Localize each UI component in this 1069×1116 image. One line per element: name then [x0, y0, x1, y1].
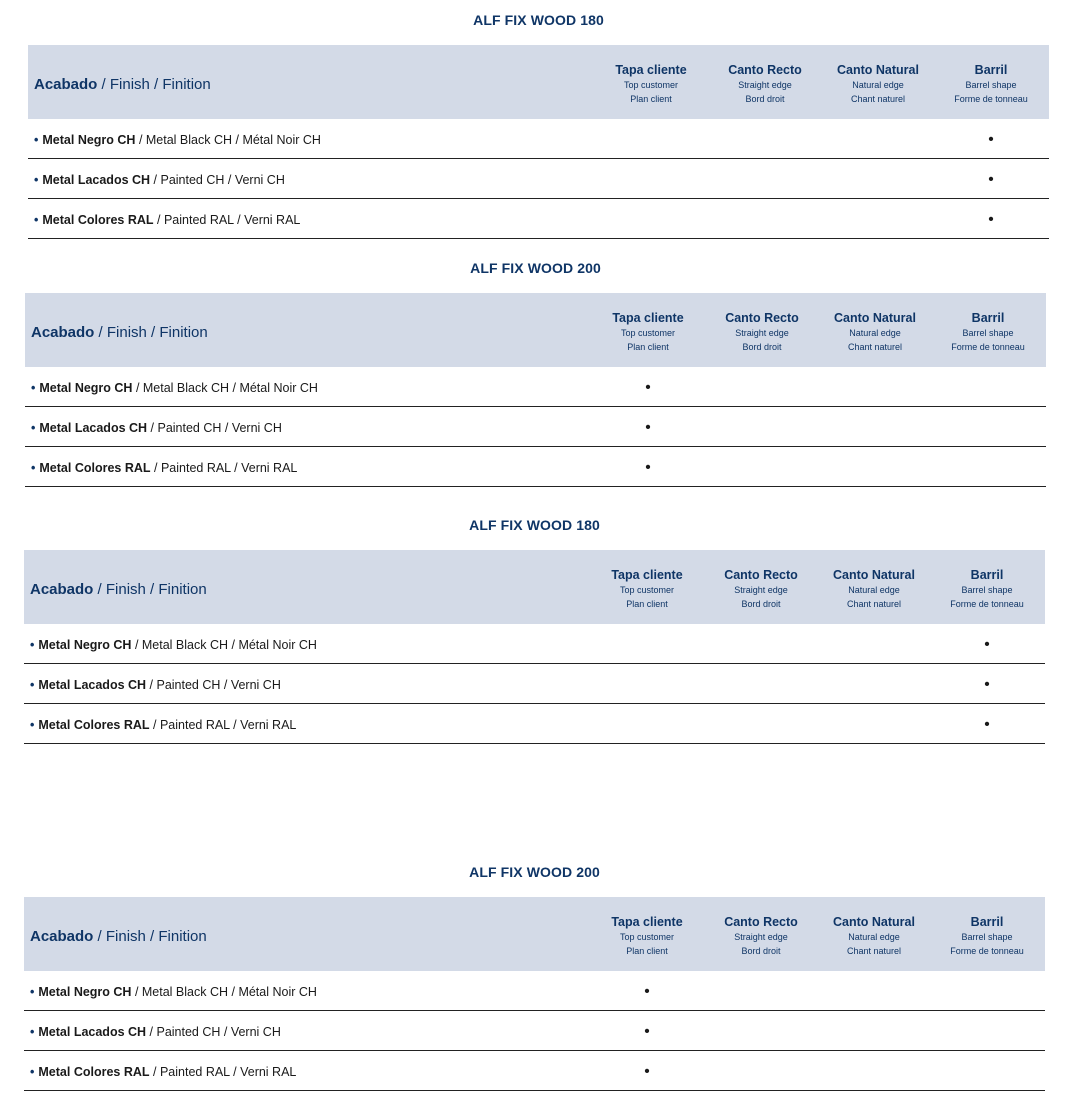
finish-header-bold: Acabado [31, 324, 95, 341]
col-sub-fr: Forme de tonneau [950, 946, 1024, 956]
availability-mark: • [645, 459, 651, 476]
col-sub-fr: Plan client [630, 94, 672, 104]
col-title: Canto Natural [834, 311, 916, 325]
table-row [28, 159, 1049, 199]
col-sub-en: Top customer [619, 585, 675, 595]
finish-table [24, 550, 1045, 744]
availability-mark: • [988, 211, 994, 228]
row-label [30, 1011, 281, 1053]
bullet-icon: • [34, 133, 39, 147]
col-sub-en: Top customer [623, 80, 679, 90]
col-header-top-customer [591, 311, 705, 354]
row-label [31, 407, 282, 449]
col-sub-en: Straight edge [738, 80, 792, 90]
finish-table [28, 45, 1049, 239]
col-title: Tapa cliente [615, 63, 687, 77]
col-title: Canto Recto [725, 311, 799, 325]
finish-header-bold: Acabado [30, 928, 94, 945]
col-sub-en: Barrel shape [962, 328, 1014, 338]
table-header [24, 550, 1045, 624]
col-title: Tapa cliente [612, 311, 684, 325]
finish-header-rest: / Finish / Finition [94, 324, 208, 341]
table-row [25, 367, 1046, 407]
col-title: Barril [970, 915, 1004, 929]
col-sub-en: Natural edge [852, 80, 904, 90]
bullet-icon: • [31, 421, 36, 435]
row-label-bold: Metal Lacados CH [38, 678, 147, 692]
row-label-bold: Metal Negro CH [38, 638, 132, 652]
table-row [28, 119, 1049, 159]
col-header-straight-edge [704, 568, 818, 611]
row-label-rest: / Painted CH / Verni CH [147, 421, 282, 435]
col-sub-fr: Bord droit [742, 342, 782, 352]
row-label [30, 704, 296, 746]
row-label-rest: / Painted RAL / Verni RAL [153, 213, 301, 227]
table-title: ALF FIX WOOD 200 [469, 864, 600, 880]
col-sub-fr: Forme de tonneau [951, 342, 1025, 352]
bullet-icon: • [30, 1025, 35, 1039]
row-label-bold: Metal Colores RAL [38, 718, 150, 732]
col-header-straight-edge [704, 915, 818, 958]
availability-mark: • [644, 983, 650, 1000]
table-header [28, 45, 1049, 119]
col-header-straight-edge [708, 63, 822, 106]
availability-mark: • [988, 171, 994, 188]
finish-header-bold: Acabado [34, 76, 98, 93]
col-title: Canto Natural [833, 568, 915, 582]
col-title: Barril [974, 63, 1008, 77]
col-header-straight-edge [705, 311, 819, 354]
availability-mark: • [644, 1063, 650, 1080]
row-label [31, 367, 318, 409]
finish-header-rest: / Finish / Finition [93, 928, 207, 945]
row-label-rest: / Painted CH / Verni CH [146, 1025, 281, 1039]
row-label-rest: / Painted CH / Verni CH [150, 173, 285, 187]
col-sub-fr: Chant naturel [850, 94, 906, 104]
finish-table [24, 897, 1045, 1091]
bullet-icon: • [30, 985, 35, 999]
col-title: Canto Recto [724, 915, 798, 929]
finish-header-rest: / Finish / Finition [93, 581, 207, 598]
table-row [25, 447, 1046, 487]
table-row [24, 971, 1045, 1011]
col-title: Barril [970, 568, 1004, 582]
table-row [24, 1011, 1045, 1051]
row-label-rest: / Metal Black CH / Métal Noir CH [131, 985, 317, 999]
col-header-natural-edge [817, 568, 931, 611]
row-label-bold: Metal Lacados CH [38, 1025, 147, 1039]
col-header-top-customer [590, 568, 704, 611]
availability-mark: • [988, 131, 994, 148]
row-label-bold: Metal Lacados CH [39, 421, 148, 435]
col-sub-en: Top customer [619, 932, 675, 942]
col-sub-fr: Bord droit [741, 599, 781, 609]
table-row [24, 1051, 1045, 1091]
availability-mark: • [984, 636, 990, 653]
table-header [25, 293, 1046, 367]
col-sub-fr: Chant naturel [847, 342, 903, 352]
row-label [30, 624, 317, 666]
col-header-top-customer [590, 915, 704, 958]
bullet-icon: • [31, 381, 36, 395]
col-sub-fr: Forme de tonneau [954, 94, 1028, 104]
col-header-barrel-shape [934, 63, 1048, 106]
col-sub-en: Natural edge [849, 328, 901, 338]
finish-header-bold: Acabado [30, 581, 94, 598]
row-label [30, 664, 281, 706]
col-sub-fr: Plan client [626, 946, 668, 956]
row-label-rest: / Painted RAL / Verni RAL [149, 718, 297, 732]
row-label-bold: Metal Lacados CH [42, 173, 151, 187]
finish-column-header [30, 550, 207, 624]
col-sub-en: Straight edge [734, 932, 788, 942]
finish-table [25, 293, 1046, 487]
row-label-rest: / Metal Black CH / Métal Noir CH [135, 133, 321, 147]
finish-column-header [31, 293, 208, 367]
col-header-barrel-shape [930, 568, 1044, 611]
row-label-bold: Metal Colores RAL [42, 213, 154, 227]
col-title: Canto Recto [724, 568, 798, 582]
availability-mark: • [984, 716, 990, 733]
table-row [24, 664, 1045, 704]
availability-mark: • [645, 419, 651, 436]
row-label-bold: Metal Negro CH [38, 985, 132, 999]
col-sub-fr: Bord droit [741, 946, 781, 956]
col-sub-en: Natural edge [848, 585, 900, 595]
row-label-rest: / Painted RAL / Verni RAL [150, 461, 298, 475]
row-label [30, 1051, 296, 1093]
col-title: Tapa cliente [611, 915, 683, 929]
row-label-bold: Metal Colores RAL [38, 1065, 150, 1079]
row-label [34, 159, 285, 201]
col-title: Tapa cliente [611, 568, 683, 582]
col-title: Barril [971, 311, 1005, 325]
bullet-icon: • [30, 718, 35, 732]
finish-column-header [30, 897, 207, 971]
col-header-natural-edge [817, 915, 931, 958]
bullet-icon: • [30, 638, 35, 652]
col-header-top-customer [594, 63, 708, 106]
row-label [31, 447, 297, 489]
col-sub-en: Barrel shape [961, 585, 1013, 595]
col-sub-fr: Plan client [626, 599, 668, 609]
row-label-rest: / Metal Black CH / Métal Noir CH [132, 381, 318, 395]
row-label [30, 971, 317, 1013]
col-title: Canto Natural [833, 915, 915, 929]
row-label [34, 199, 300, 241]
table-row [25, 407, 1046, 447]
col-sub-en: Natural edge [848, 932, 900, 942]
availability-mark: • [644, 1023, 650, 1040]
finish-header-rest: / Finish / Finition [97, 76, 211, 93]
row-label-rest: / Metal Black CH / Métal Noir CH [131, 638, 317, 652]
col-sub-en: Top customer [620, 328, 676, 338]
col-sub-fr: Plan client [627, 342, 669, 352]
col-header-natural-edge [821, 63, 935, 106]
col-sub-fr: Bord droit [745, 94, 785, 104]
table-title: ALF FIX WOOD 180 [469, 517, 600, 533]
row-label-bold: Metal Negro CH [39, 381, 133, 395]
col-header-natural-edge [818, 311, 932, 354]
col-sub-en: Barrel shape [965, 80, 1017, 90]
finish-column-header [34, 45, 211, 119]
table-row [28, 199, 1049, 239]
table-row [24, 624, 1045, 664]
table-row [24, 704, 1045, 744]
col-sub-en: Barrel shape [961, 932, 1013, 942]
table-title: ALF FIX WOOD 200 [470, 260, 601, 276]
bullet-icon: • [31, 461, 36, 475]
col-header-barrel-shape [930, 915, 1044, 958]
col-header-barrel-shape [931, 311, 1045, 354]
col-sub-fr: Forme de tonneau [950, 599, 1024, 609]
table-title: ALF FIX WOOD 180 [473, 12, 604, 28]
availability-mark: • [984, 676, 990, 693]
bullet-icon: • [30, 678, 35, 692]
col-sub-fr: Chant naturel [846, 946, 902, 956]
table-header [24, 897, 1045, 971]
bullet-icon: • [34, 213, 39, 227]
col-sub-fr: Chant naturel [846, 599, 902, 609]
col-sub-en: Straight edge [734, 585, 788, 595]
col-title: Canto Natural [837, 63, 919, 77]
row-label-rest: / Painted CH / Verni CH [146, 678, 281, 692]
bullet-icon: • [34, 173, 39, 187]
row-label-bold: Metal Negro CH [42, 133, 136, 147]
row-label-bold: Metal Colores RAL [39, 461, 151, 475]
col-sub-en: Straight edge [735, 328, 789, 338]
row-label-rest: / Painted RAL / Verni RAL [149, 1065, 297, 1079]
col-title: Canto Recto [728, 63, 802, 77]
bullet-icon: • [30, 1065, 35, 1079]
availability-mark: • [645, 379, 651, 396]
row-label [34, 119, 321, 161]
